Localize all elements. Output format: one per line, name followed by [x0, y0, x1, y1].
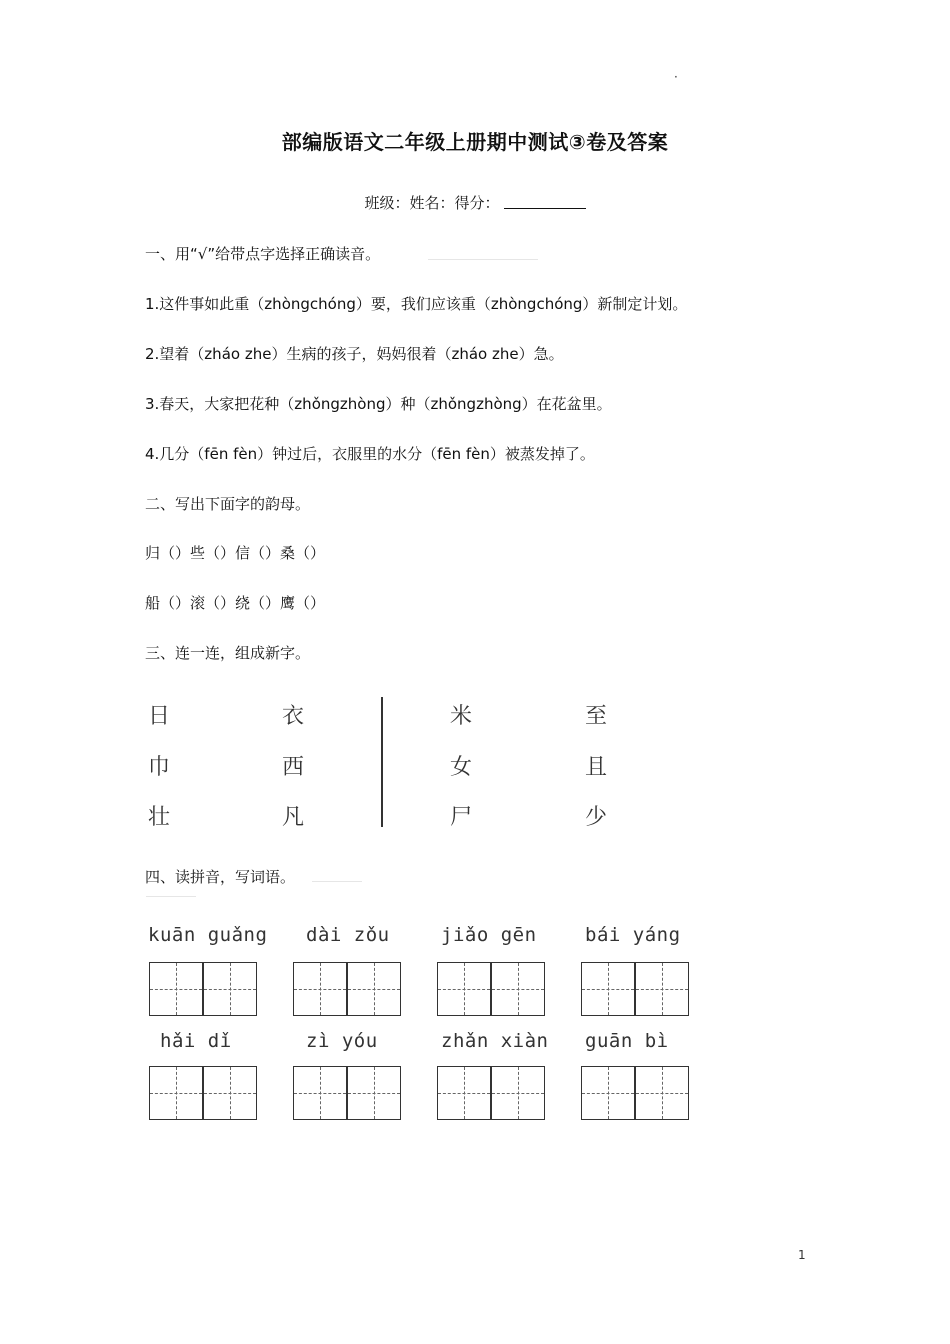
writing-grid-box[interactable]: [491, 1066, 545, 1120]
writing-grid-box[interactable]: [149, 1066, 203, 1120]
pinyin-word: jiǎo gēn: [441, 924, 537, 946]
pinyin-word: bái yáng: [585, 924, 681, 946]
pinyin-word: zì yóu: [306, 1030, 378, 1052]
match-char: 女: [450, 755, 473, 780]
writing-grid-box[interactable]: [581, 962, 635, 1016]
match-char: 日: [148, 704, 171, 729]
pinyin-word: guān bì: [585, 1030, 669, 1052]
match-char: 米: [450, 704, 473, 729]
header-mark: ·: [674, 70, 678, 84]
section1-item-2: 2.望着（zháo zhe）生病的孩子，妈妈很着（zháo zhe）急。: [145, 345, 564, 363]
match-divider: [381, 697, 383, 827]
section1-item-1: 1.这件事如此重（zhòngchóng）要，我们应该重（zhòngchóng）新制定计划。: [145, 295, 688, 313]
writing-grid-box[interactable]: [293, 1066, 347, 1120]
faint-underline: [146, 896, 196, 897]
writing-grid-box[interactable]: [635, 1066, 689, 1120]
student-info-label: 班级：姓名：得分：: [364, 194, 500, 212]
writing-grid-box[interactable]: [581, 1066, 635, 1120]
writing-grid-box[interactable]: [437, 962, 491, 1016]
writing-grid-box[interactable]: [203, 1066, 257, 1120]
faint-underline: [428, 259, 538, 260]
match-char: 壮: [148, 805, 171, 830]
match-char: 尸: [450, 805, 473, 830]
match-char: 且: [585, 755, 608, 780]
pinyin-word: dài zǒu: [306, 924, 390, 946]
match-char: 巾: [148, 755, 171, 780]
page-title: 部编版语文二年级上册期中测试③卷及答案: [281, 130, 669, 154]
writing-grid-box[interactable]: [635, 962, 689, 1016]
pinyin-word: hǎi dǐ: [160, 1030, 232, 1052]
section1-item-4: 4.几分（fēn fèn）钟过后，衣服里的水分（fēn fèn）被蒸发掉了。: [145, 445, 595, 463]
score-blank: [504, 194, 586, 209]
section1-heading: 一、用“√”给带点字选择正确读音。: [145, 245, 381, 263]
writing-grid-box[interactable]: [203, 962, 257, 1016]
section3-heading: 三、连一连，组成新字。: [145, 644, 311, 662]
writing-grid-box[interactable]: [437, 1066, 491, 1120]
page-number: 1: [798, 1248, 806, 1262]
student-info-line: [0, 192, 950, 213]
writing-grid-box[interactable]: [347, 962, 401, 1016]
section2-heading: 二、写出下面字的韵母。: [145, 495, 311, 513]
writing-grid-box[interactable]: [293, 962, 347, 1016]
pinyin-word: zhǎn xiàn: [441, 1030, 549, 1052]
match-char: 至: [585, 704, 608, 729]
section2-row-1: 归（）些（）信（）桑（）: [145, 544, 326, 562]
section4-heading: 四、读拼音，写词语。: [145, 868, 296, 886]
writing-grid-box[interactable]: [149, 962, 203, 1016]
writing-grid-box[interactable]: [347, 1066, 401, 1120]
match-char: 凡: [282, 805, 305, 830]
section2-row-2: 船（）滚（）绕（）鹰（）: [145, 594, 326, 612]
pinyin-word: kuān guǎng: [148, 924, 268, 946]
section1-item-3: 3.春天，大家把花种（zhǒngzhòng）种（zhǒngzhòng）在花盆里。: [145, 395, 612, 413]
writing-grid-box[interactable]: [491, 962, 545, 1016]
faint-underline: [312, 881, 362, 882]
match-char: 西: [282, 755, 305, 780]
match-char: 衣: [282, 704, 305, 729]
match-char: 少: [585, 805, 608, 830]
